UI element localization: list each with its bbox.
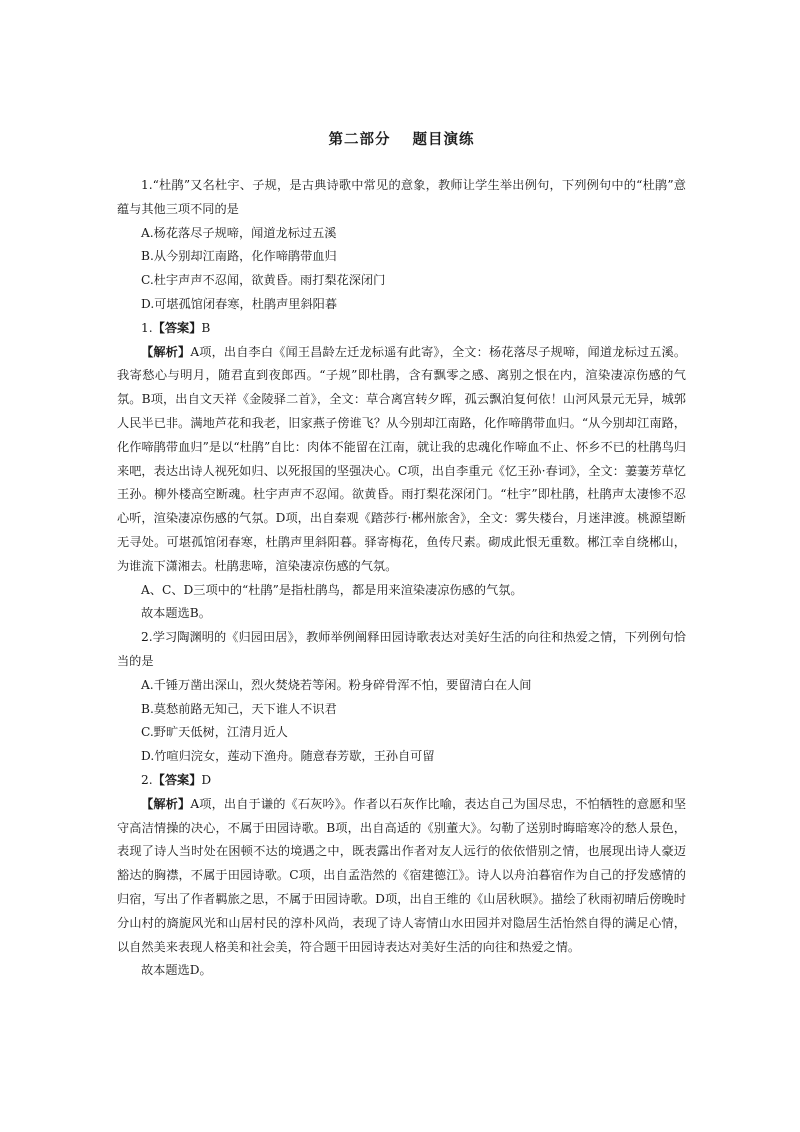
analysis-text: A项，出自于谦的《石灰吟》。作者以石灰作比喻，表达自己为国尽忠，不怕牺牲的意愿和坚守高洁情操的决心，不属于田园诗歌。B项，出自高适的《别董大》。勾勒了送别时晦暗寒冷的愁人景色，表现了诗人当时处在困顿不达的境遇之中，既表露出作者对友人远行的依依惜别之情，也展现出诗人豪迈豁达的胸襟，不属于田园诗歌。C项，出自孟浩然的《宿建德江》。诗人以舟泊暮宿作为自己的抒发感情的归宿，写出了作者羁旅之思，不属于田园诗歌。D项，出自王维的《山居秋暝》。描绘了秋雨初晴后傍晚时分山村的旖旎风光和山居村民的淳朴风尚，表现了诗人寄情山水田园并对隐居生活怡然自得的满足心情，以自然美来表现人格美和社会美，符合题干田园诗表达对美好生活的向往和热爱之情。 — [117, 796, 687, 954]
answer-number: 1. — [141, 320, 153, 335]
conclusion: 故本题选B。 — [141, 606, 211, 621]
option-c: C.杜宇声声不忍闻，欲黄昏。雨打梨花深闭门 — [141, 273, 386, 288]
answer-label: 【答案】 — [152, 320, 202, 335]
answer-label: 【答案】 — [152, 772, 202, 787]
option-a: A.杨花落尽子规啼，闻道龙标过五溪 — [141, 225, 337, 240]
analysis-text: A项，出自李白《闻王昌龄左迁龙标遥有此寄》，全文：杨花落尽子规啼，闻道龙标过五溪。我寄愁心与明月，随君直到夜郎西。“子规”即杜鹃，含有飘零之感、离别之恨在内，渲染凄凉伤感的气氛。B项，出自文天祥《金陵驿二首》，全文：草合离宫转夕晖，孤云飘泊复何依！山河风景元无异，城郭人民半已非。满地芦花和我老，旧家燕子傍谁飞？从今别却江南路，化作啼鹃带血归。“从今别却江南路，化作啼鹃带血归”是以“杜鹃”自比：肉体不能留在江南，就让我的忠魂化作啼血不止、怀乡不已的杜鹃鸟归来吧，表达出诗人视死如归、以死报国的坚强决心。C项，出自李重元《忆王孙·春词》，全文：萋萋芳草忆王孙。柳外楼高空断魂。杜宇声声不忍闻。欲黄昏。雨打梨花深闭门。“杜宇”即杜鹃，杜鹃声太凄惨不忍心听，渲染凄凉伤感的气氛。D项，出自秦观《踏莎行·郴州旅舍》，全文：雾失楼台，月迷津渡。桃源望断无寻处。可堪孤馆闭春寒，杜鹃声里斜阳暮。驿寄梅花，鱼传尺素。砌成此恨无重数。郴江幸自绕郴山，为谁流下潇湘去。杜鹃悲啼，渲染凄凉伤感的气氛。 — [117, 344, 687, 573]
answer-number: 2. — [141, 772, 153, 787]
answer-value: D — [201, 772, 212, 787]
option-c: C.野旷天低树，江清月近人 — [141, 725, 288, 740]
analysis-paragraph — [117, 793, 686, 960]
option-b: B.从今别却江南路，化作啼鹃带血归 — [141, 249, 337, 264]
question-2 — [117, 626, 686, 983]
answer-line — [117, 769, 686, 793]
page-title — [117, 130, 686, 150]
option-b: B.莫愁前路无知己，天下谁人不识君 — [141, 701, 337, 716]
option-d: D.竹喧归浣女，莲动下渔舟。随意春芳歇，王孙自可留 — [141, 749, 435, 764]
analysis-summary: A、C、D三项中的“杜鹃”是指杜鹃鸟，都是用来渲染凄凉伤感的气氛。 — [141, 582, 523, 597]
conclusion: 故本题选D。 — [141, 963, 212, 978]
title-part: 第二部分 — [328, 132, 391, 148]
analysis-paragraph — [117, 341, 686, 579]
question-stem: 1.“杜鹃”又名杜宇、子规，是古典诗歌中常见的意象，教师让学生举出例句，下列例句中的“杜鹃”意蕴与其他三项不同的是 — [117, 178, 686, 216]
option-d: D.可堪孤馆闭春寒，杜鹃声里斜阳暮 — [141, 296, 338, 311]
question-stem: 2.学习陶渊明的《归园田居》，教师举例阐释田园诗歌表达对美好生活的向往和热爱之情，下列例句恰当的是 — [117, 630, 686, 668]
analysis-label: 【解析】 — [141, 796, 191, 811]
question-1 — [117, 174, 686, 626]
document-page — [117, 130, 686, 983]
analysis-label: 【解析】 — [141, 344, 191, 359]
answer-value: B — [201, 320, 211, 335]
answer-line — [117, 317, 686, 341]
option-a: A.千锤万凿出深山，烈火焚烧若等闲。粉身碎骨浑不怕，要留清白在人间 — [141, 677, 532, 692]
title-sub: 题目演练 — [412, 132, 475, 148]
